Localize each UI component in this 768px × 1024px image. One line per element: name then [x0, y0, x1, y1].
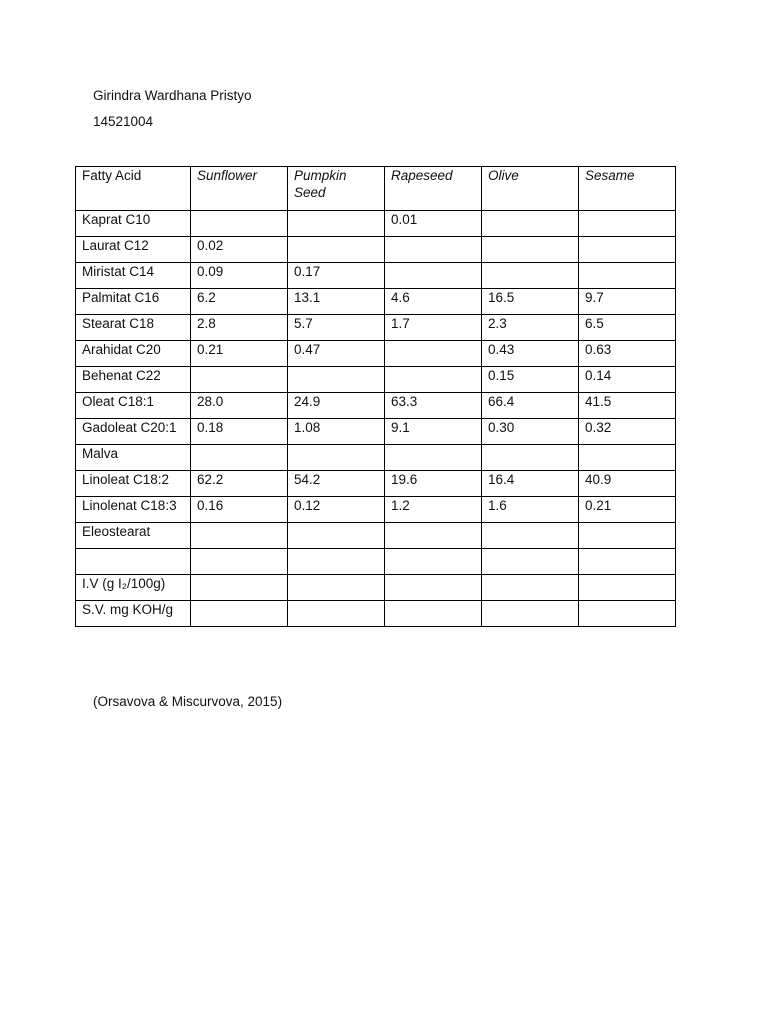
value-cell [482, 549, 579, 575]
value-cell [288, 445, 385, 471]
value-cell: 19.6 [385, 471, 482, 497]
header-cell-olive: Olive [482, 167, 579, 211]
table-header-row [76, 167, 676, 211]
row-label-cell: Miristat C14 [76, 263, 191, 289]
value-cell: 16.5 [482, 289, 579, 315]
value-cell: 0.16 [191, 497, 288, 523]
row-label-cell: Linoleat C18:2 [76, 471, 191, 497]
value-cell [385, 367, 482, 393]
header-cell-rapeseed: Rapeseed [385, 167, 482, 211]
value-cell [191, 601, 288, 627]
row-label-cell: Laurat C12 [76, 237, 191, 263]
value-cell: 0.30 [482, 419, 579, 445]
value-cell: 0.21 [579, 497, 676, 523]
value-cell [579, 237, 676, 263]
value-cell [191, 575, 288, 601]
row-label-cell: I.V (g I₂/100g) [76, 575, 191, 601]
student-id: 14521004 [93, 114, 154, 129]
value-cell [482, 263, 579, 289]
row-label-cell: Eleostearat [76, 523, 191, 549]
value-cell [191, 367, 288, 393]
table-row [76, 523, 676, 549]
value-cell: 0.32 [579, 419, 676, 445]
row-label-cell: Behenat C22 [76, 367, 191, 393]
value-cell: 28.0 [191, 393, 288, 419]
value-cell [288, 549, 385, 575]
value-cell [482, 601, 579, 627]
value-cell: 40.9 [579, 471, 676, 497]
value-cell [288, 601, 385, 627]
value-cell [288, 367, 385, 393]
value-cell [288, 237, 385, 263]
value-cell: 0.01 [385, 211, 482, 237]
value-cell [288, 211, 385, 237]
row-label-cell [76, 549, 191, 575]
value-cell: 63.3 [385, 393, 482, 419]
value-cell [191, 211, 288, 237]
value-cell: 0.14 [579, 367, 676, 393]
value-cell: 41.5 [579, 393, 676, 419]
row-label-cell: Palmitat C16 [76, 289, 191, 315]
value-cell: 6.5 [579, 315, 676, 341]
value-cell: 1.7 [385, 315, 482, 341]
value-cell [385, 575, 482, 601]
row-label-cell: Linolenat C18:3 [76, 497, 191, 523]
value-cell [385, 601, 482, 627]
value-cell: 0.09 [191, 263, 288, 289]
value-cell [482, 523, 579, 549]
value-cell: 0.63 [579, 341, 676, 367]
row-label-cell: Gadoleat C20:1 [76, 419, 191, 445]
value-cell [191, 549, 288, 575]
value-cell: 1.2 [385, 497, 482, 523]
value-cell [482, 237, 579, 263]
header-cell-pumpkin-seed: Pumpkin Seed [288, 167, 385, 211]
value-cell: 9.7 [579, 289, 676, 315]
value-cell: 24.9 [288, 393, 385, 419]
table-row [76, 237, 676, 263]
table-row [76, 575, 676, 601]
value-cell [191, 445, 288, 471]
table-row [76, 315, 676, 341]
value-cell: 13.1 [288, 289, 385, 315]
value-cell: 54.2 [288, 471, 385, 497]
table-row [76, 367, 676, 393]
value-cell [579, 445, 676, 471]
value-cell [579, 523, 676, 549]
table-row [76, 393, 676, 419]
row-label-cell: Malva [76, 445, 191, 471]
table-row [76, 445, 676, 471]
value-cell [579, 211, 676, 237]
value-cell [385, 237, 482, 263]
value-cell [288, 523, 385, 549]
value-cell [385, 445, 482, 471]
value-cell: 16.4 [482, 471, 579, 497]
table-row [76, 419, 676, 445]
row-label-cell: Kaprat C10 [76, 211, 191, 237]
value-cell: 0.12 [288, 497, 385, 523]
value-cell [385, 549, 482, 575]
citation: (Orsavova & Miscurvova, 2015) [93, 694, 283, 709]
value-cell: 1.08 [288, 419, 385, 445]
header-cell-fatty-acid: Fatty Acid [76, 167, 191, 211]
value-cell: 2.3 [482, 315, 579, 341]
value-cell: 2.8 [191, 315, 288, 341]
row-label-cell: Oleat C18:1 [76, 393, 191, 419]
value-cell: 1.6 [482, 497, 579, 523]
table-row [76, 289, 676, 315]
row-label-cell: S.V. mg KOH/g [76, 601, 191, 627]
table-row [76, 601, 676, 627]
value-cell: 0.47 [288, 341, 385, 367]
value-cell [385, 263, 482, 289]
value-cell [579, 601, 676, 627]
value-cell [579, 263, 676, 289]
value-cell [482, 445, 579, 471]
value-cell [482, 575, 579, 601]
value-cell [579, 575, 676, 601]
value-cell [385, 341, 482, 367]
table-row [76, 497, 676, 523]
value-cell: 6.2 [191, 289, 288, 315]
value-cell [191, 523, 288, 549]
value-cell: 66.4 [482, 393, 579, 419]
value-cell: 4.6 [385, 289, 482, 315]
table-row [76, 263, 676, 289]
header-cell-sunflower: Sunflower [191, 167, 288, 211]
value-cell: 0.02 [191, 237, 288, 263]
value-cell: 0.17 [288, 263, 385, 289]
value-cell [385, 523, 482, 549]
fatty-acid-table [75, 166, 676, 627]
value-cell: 5.7 [288, 315, 385, 341]
value-cell [579, 549, 676, 575]
table-row [76, 211, 676, 237]
table-row [76, 341, 676, 367]
table-row [76, 549, 676, 575]
value-cell: 62.2 [191, 471, 288, 497]
value-cell: 0.18 [191, 419, 288, 445]
value-cell [288, 575, 385, 601]
value-cell: 0.43 [482, 341, 579, 367]
row-label-cell: Arahidat C20 [76, 341, 191, 367]
table-row [76, 471, 676, 497]
value-cell: 0.15 [482, 367, 579, 393]
value-cell: 0.21 [191, 341, 288, 367]
value-cell [482, 211, 579, 237]
header-cell-sesame: Sesame [579, 167, 676, 211]
row-label-cell: Stearat C18 [76, 315, 191, 341]
value-cell: 9.1 [385, 419, 482, 445]
author-name: Girindra Wardhana Pristyo [93, 88, 252, 103]
